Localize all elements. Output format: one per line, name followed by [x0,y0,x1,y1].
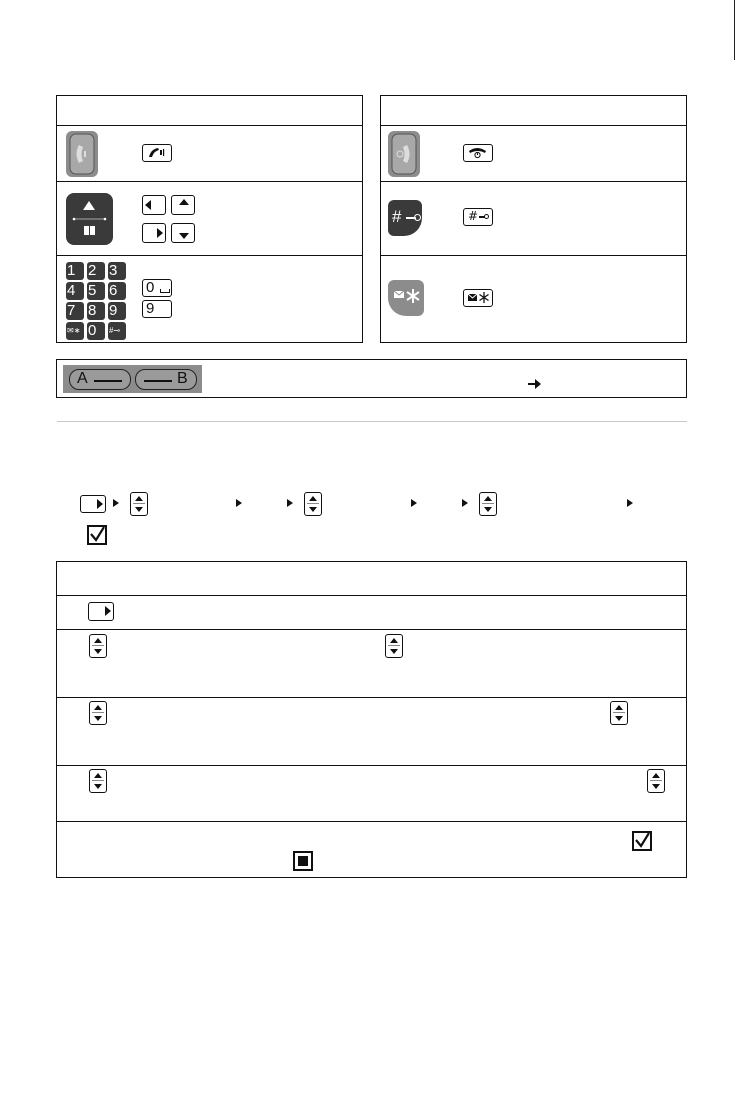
navigation-updown-icon [89,634,107,658]
row-divider [380,181,687,182]
row-divider [380,125,687,126]
message-key-icon [388,280,424,316]
left-softkey-icon [142,195,166,215]
navigation-updown-icon [479,492,497,516]
arrow-icon [411,499,417,507]
navigation-updown-icon [89,701,107,725]
hash-key-label: # [392,207,402,226]
row-divider [56,697,687,698]
zero-space-key-icon [142,279,172,297]
display-key-a [69,369,131,390]
checkbox-unchecked-icon [293,851,313,871]
row-divider [56,765,687,766]
numkey-7: 7 [66,302,84,320]
numkey-2: 2 [87,262,105,280]
menu-softkey-icon [88,602,114,621]
down-key-icon [171,223,195,243]
navigation-updown-icon [385,634,403,658]
numkey-9: 9 [108,302,126,320]
numkey-8: 8 [87,302,105,320]
key-lock-symbol-ring [484,214,489,219]
numkey-hash: #⊸ [108,322,126,340]
navigation-key-icon [66,193,113,245]
row-divider [56,125,363,126]
menu-softkey-icon [80,495,106,513]
numkey-3: 3 [108,262,126,280]
display-key-a-label: A [77,370,88,387]
steps-table [56,561,687,878]
arrow-icon [287,499,293,507]
display-key-b-label: B [177,370,188,387]
numkey-1: 1 [66,262,84,280]
section-divider [57,421,687,422]
talk-key-icon [66,131,98,177]
display-keys-icon [63,365,202,393]
hash-key-symbol-icon [463,208,493,226]
space-icon [160,289,170,293]
navigation-updown-icon [304,492,322,516]
numkey-4: 4 [66,282,84,300]
key-lock-ring [414,214,421,221]
talk-key-symbol-icon [142,144,172,162]
message-key-symbol-icon [463,289,493,307]
row-divider [56,629,687,630]
navigation-updown-icon [130,492,148,516]
keys-table-right [380,95,687,343]
arrow-icon [627,499,633,507]
nine-key-label: 9 [146,300,155,317]
navigation-updown-icon [89,769,107,793]
checkbox-checked-icon [632,831,652,851]
row-divider [56,595,687,596]
navigation-updown-icon [647,769,665,793]
end-key-symbol-icon [463,144,493,162]
row-divider [56,821,687,822]
numkey-star: ✉∗ [66,322,84,340]
navigation-updown-icon [610,701,628,725]
zero-key-label: 0 [146,279,155,296]
arrow-icon [236,499,242,507]
display-key-b [135,369,197,390]
display-key-a-line [94,380,122,382]
right-softkey-icon [142,223,166,243]
numkey-5: 5 [87,282,105,300]
checkbox-checked-icon [87,525,107,545]
display-key-b-line [144,380,172,382]
row-divider [56,255,363,256]
margin-line [734,0,735,60]
nine-key-icon [142,300,172,318]
arrow-right-icon [528,374,542,393]
hash-symbol-label: # [468,209,479,223]
numkey-6: 6 [108,282,126,300]
row-divider [56,181,363,182]
end-key-icon [388,131,420,177]
numkey-0: 0 [87,322,105,340]
arrow-icon [113,499,119,507]
row-divider [380,255,687,256]
arrow-icon [462,499,468,507]
up-key-icon [171,195,195,215]
